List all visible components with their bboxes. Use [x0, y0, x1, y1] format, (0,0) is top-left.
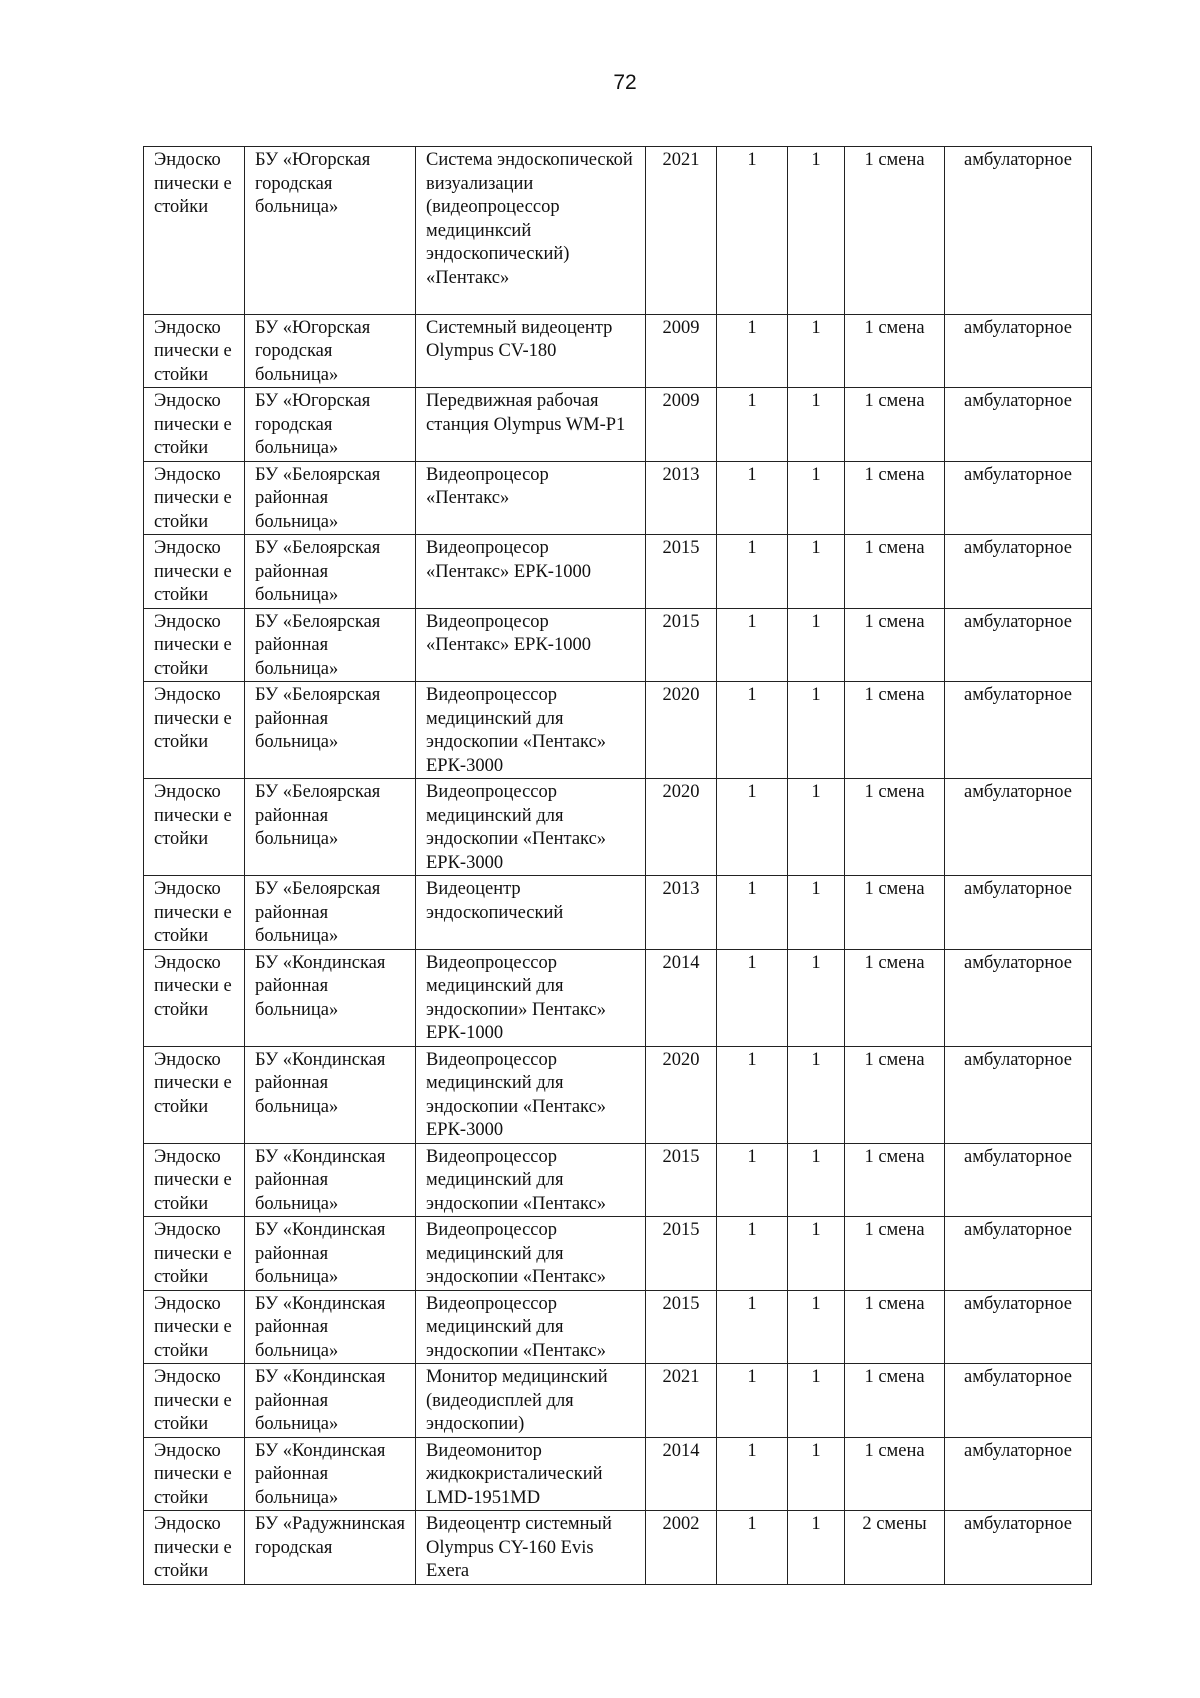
care-mode-cell [945, 461, 1092, 535]
care-mode-cell-text: амбулаторное [964, 685, 1072, 705]
quantity-in-use-cell-text: 1 [811, 1367, 821, 1387]
care-mode-cell [945, 1511, 1092, 1585]
table-row [144, 1511, 1092, 1585]
equipment-table-body [144, 147, 1092, 1585]
shifts-cell-text: 1 смена [864, 1146, 925, 1167]
quantity-cell-text: 1 [747, 1049, 757, 1070]
organization-cell [245, 147, 416, 315]
quantity-cell [717, 1290, 788, 1364]
device-name-cell [416, 949, 646, 1046]
year-cell [646, 608, 717, 682]
shifts-cell [845, 388, 945, 462]
shifts-cell [845, 876, 945, 950]
quantity-cell [717, 779, 788, 876]
organization-cell-text: БУ «Белоярская районная больница» [255, 782, 381, 849]
quantity-cell [717, 1364, 788, 1438]
device-name-cell-text: Видеопроцессор медицинский для эндоскопии «Пентакс» [426, 1146, 607, 1214]
shifts-cell [845, 1217, 945, 1291]
quantity-in-use-cell-text: 1 [811, 1049, 821, 1070]
quantity-in-use-cell [788, 1046, 845, 1143]
equipment-type-cell [144, 388, 245, 462]
care-mode-cell-text: амбулаторное [964, 391, 1072, 411]
organization-cell [245, 1290, 416, 1364]
quantity-in-use-cell-text: 1 [811, 464, 821, 485]
quantity-cell [717, 1217, 788, 1291]
device-name-cell [416, 1364, 646, 1438]
organization-cell [245, 779, 416, 876]
organization-cell-text: БУ «Кондинская районная больница» [255, 952, 386, 1020]
quantity-in-use-cell [788, 876, 845, 950]
year-cell-text: 2020 [662, 685, 700, 705]
year-cell-text: 2021 [662, 1367, 700, 1387]
shifts-cell [845, 1437, 945, 1511]
care-mode-cell-text: амбулаторное [964, 1440, 1072, 1461]
quantity-cell [717, 949, 788, 1046]
organization-cell-text: БУ «Югорская городская больница» [255, 150, 371, 217]
organization-cell [245, 1046, 416, 1143]
shifts-cell-text: 1 смена [864, 782, 925, 802]
care-mode-cell-text: амбулаторное [964, 611, 1072, 632]
equipment-type-cell [144, 1511, 245, 1585]
organization-cell-text: БУ «Радужнинская городская [255, 1514, 405, 1558]
quantity-in-use-cell [788, 1511, 845, 1585]
organization-cell [245, 1511, 416, 1585]
year-cell [646, 1217, 717, 1291]
quantity-cell [717, 314, 788, 388]
quantity-cell-text: 1 [747, 464, 757, 485]
quantity-in-use-cell-text: 1 [811, 1514, 821, 1534]
page-number: 72 [613, 71, 637, 94]
quantity-in-use-cell-text: 1 [811, 1293, 821, 1314]
quantity-in-use-cell-text: 1 [811, 1220, 821, 1240]
device-name-cell-text: Видеопроцессор медицинский для эндоскопии «Пентакс» ЕРК-3000 [426, 1049, 607, 1140]
equipment-type-cell-text: Эндоско пически е стойки [154, 317, 232, 385]
organization-cell-text: БУ «Кондинская районная больница» [255, 1293, 386, 1361]
quantity-in-use-cell-text: 1 [811, 1440, 821, 1461]
table-row [144, 949, 1092, 1046]
quantity-in-use-cell-text: 1 [811, 1146, 821, 1167]
shifts-cell-text: 1 смена [864, 1049, 925, 1070]
organization-cell [245, 1143, 416, 1217]
device-name-cell [416, 1046, 646, 1143]
equipment-type-cell [144, 1046, 245, 1143]
quantity-cell-text: 1 [747, 538, 757, 558]
organization-cell [245, 876, 416, 950]
quantity-in-use-cell-text: 1 [811, 317, 821, 338]
device-name-cell-text: Видеопроцессор медицинский для эндоскопии» Пентакс» ЕРК-1000 [426, 952, 607, 1043]
care-mode-cell [945, 388, 1092, 462]
year-cell [646, 949, 717, 1046]
quantity-in-use-cell [788, 779, 845, 876]
table-row [144, 682, 1092, 779]
table-row [144, 388, 1092, 462]
quantity-cell [717, 876, 788, 950]
device-name-cell-text: Видеопроцессор медицинский для эндоскопии «Пентакс» ЕРК-3000 [426, 685, 607, 776]
quantity-in-use-cell [788, 682, 845, 779]
equipment-type-cell [144, 147, 245, 315]
quantity-cell-text: 1 [747, 317, 757, 338]
device-name-cell [416, 535, 646, 609]
care-mode-cell [945, 1046, 1092, 1143]
shifts-cell-text: 2 смены [862, 1514, 927, 1534]
shifts-cell [845, 779, 945, 876]
quantity-in-use-cell-text: 1 [811, 391, 821, 411]
organization-cell-text: БУ «Белоярская районная больница» [255, 685, 381, 752]
quantity-in-use-cell [788, 314, 845, 388]
shifts-cell [845, 1290, 945, 1364]
device-name-cell [416, 608, 646, 682]
shifts-cell-text: 1 смена [864, 1367, 925, 1387]
equipment-type-cell [144, 1437, 245, 1511]
quantity-in-use-cell [788, 147, 845, 315]
organization-cell [245, 388, 416, 462]
year-cell [646, 1290, 717, 1364]
quantity-cell-text: 1 [747, 1367, 757, 1387]
device-name-cell [416, 682, 646, 779]
shifts-cell [845, 1046, 945, 1143]
equipment-type-cell-text: Эндоско пически е стойки [154, 150, 232, 217]
table-row [144, 1364, 1092, 1438]
device-name-cell [416, 461, 646, 535]
organization-cell-text: БУ «Югорская городская больница» [255, 391, 371, 458]
equipment-type-cell [144, 876, 245, 950]
device-name-cell-text: Видеопроцессор медицинский для эндоскопии «Пентакс» [426, 1220, 607, 1287]
year-cell [646, 1046, 717, 1143]
year-cell-text: 2002 [662, 1514, 700, 1534]
year-cell-text: 2020 [662, 782, 700, 802]
equipment-type-cell [144, 461, 245, 535]
equipment-type-cell-text: Эндоско пически е стойки [154, 464, 232, 532]
device-name-cell-text: Видеопроцесор «Пентакс» ЕРК-1000 [426, 538, 591, 582]
care-mode-cell [945, 1437, 1092, 1511]
shifts-cell-text: 1 смена [864, 317, 925, 338]
equipment-type-cell [144, 949, 245, 1046]
year-cell [646, 682, 717, 779]
equipment-type-cell-text: Эндоско пически е стойки [154, 1367, 232, 1434]
device-name-cell [416, 314, 646, 388]
care-mode-cell-text: амбулаторное [964, 952, 1072, 973]
organization-cell [245, 1364, 416, 1438]
equipment-type-cell-text: Эндоско пически е стойки [154, 952, 232, 1020]
year-cell-text: 2014 [662, 952, 700, 973]
shifts-cell [845, 682, 945, 779]
quantity-in-use-cell-text: 1 [811, 952, 821, 973]
device-name-cell-text: Передвижная рабочая станция Olympus WM-P1 [426, 391, 626, 435]
shifts-cell [845, 147, 945, 315]
quantity-in-use-cell [788, 608, 845, 682]
quantity-cell-text: 1 [747, 391, 757, 411]
table-row [144, 461, 1092, 535]
care-mode-cell [945, 314, 1092, 388]
organization-cell [245, 608, 416, 682]
quantity-cell [717, 1511, 788, 1585]
quantity-in-use-cell-text: 1 [811, 782, 821, 802]
care-mode-cell-text: амбулаторное [964, 1146, 1072, 1167]
quantity-cell [717, 388, 788, 462]
equipment-type-cell [144, 535, 245, 609]
year-cell-text: 2009 [662, 391, 700, 411]
organization-cell-text: БУ «Белоярская районная больница» [255, 879, 381, 946]
quantity-in-use-cell [788, 388, 845, 462]
care-mode-cell [945, 1143, 1092, 1217]
device-name-cell-text: Система эндоскопической визуализации (видеопроцессор медицинксий эндоскопический) «Пентакс» [426, 150, 633, 288]
shifts-cell [845, 608, 945, 682]
year-cell [646, 314, 717, 388]
year-cell [646, 1511, 717, 1585]
equipment-type-cell [144, 1217, 245, 1291]
device-name-cell [416, 779, 646, 876]
device-name-cell-text: Видеопроцессор медицинский для эндоскопии «Пентакс» [426, 1293, 607, 1361]
care-mode-cell [945, 779, 1092, 876]
year-cell-text: 2013 [662, 464, 700, 485]
device-name-cell [416, 1511, 646, 1585]
device-name-cell-text: Монитор медицинский (видеодисплей для эндоскопии) [426, 1367, 608, 1434]
organization-cell-text: БУ «Кондинская районная больница» [255, 1146, 386, 1214]
organization-cell-text: БУ «Кондинская районная больница» [255, 1220, 386, 1287]
year-cell [646, 461, 717, 535]
equipment-table [143, 146, 1092, 1585]
organization-cell [245, 314, 416, 388]
device-name-cell-text: Видеопроцесор «Пентакс» [426, 464, 549, 508]
quantity-cell-text: 1 [747, 879, 757, 899]
quantity-cell [717, 608, 788, 682]
shifts-cell [845, 1143, 945, 1217]
table-row [144, 314, 1092, 388]
quantity-in-use-cell-text: 1 [811, 611, 821, 632]
equipment-type-cell-text: Эндоско пически е стойки [154, 685, 232, 752]
device-name-cell [416, 147, 646, 315]
equipment-type-cell [144, 314, 245, 388]
year-cell [646, 1143, 717, 1217]
care-mode-cell [945, 682, 1092, 779]
equipment-type-cell-text: Эндоско пически е стойки [154, 1440, 232, 1508]
quantity-cell [717, 147, 788, 315]
care-mode-cell-text: амбулаторное [964, 1514, 1072, 1534]
table-row [144, 1046, 1092, 1143]
device-name-cell [416, 876, 646, 950]
shifts-cell [845, 461, 945, 535]
device-name-cell-text: Видеопроцессор медицинский для эндоскопии «Пентакс» ЕРК-3000 [426, 782, 607, 873]
shifts-cell-text: 1 смена [864, 1293, 925, 1314]
quantity-cell [717, 535, 788, 609]
year-cell [646, 779, 717, 876]
year-cell [646, 147, 717, 315]
organization-cell-text: БУ «Кондинская районная больница» [255, 1367, 386, 1434]
equipment-type-cell-text: Эндоско пически е стойки [154, 391, 232, 458]
equipment-type-cell-text: Эндоско пически е стойки [154, 1514, 232, 1581]
quantity-cell-text: 1 [747, 150, 757, 170]
care-mode-cell [945, 147, 1092, 315]
year-cell [646, 1437, 717, 1511]
device-name-cell [416, 1143, 646, 1217]
organization-cell-text: БУ «Кондинская районная больница» [255, 1440, 386, 1508]
quantity-cell-text: 1 [747, 611, 757, 632]
device-name-cell-text: Видеоцентр системный Olympus CY-160 Evis Exera [426, 1514, 612, 1581]
quantity-in-use-cell [788, 1217, 845, 1291]
equipment-type-cell [144, 779, 245, 876]
quantity-in-use-cell [788, 1290, 845, 1364]
organization-cell [245, 1437, 416, 1511]
organization-cell [245, 682, 416, 779]
device-name-cell [416, 388, 646, 462]
shifts-cell-text: 1 смена [864, 1440, 925, 1461]
year-cell-text: 2014 [662, 1440, 700, 1461]
table-row [144, 1217, 1092, 1291]
year-cell-text: 2021 [662, 150, 700, 170]
year-cell [646, 535, 717, 609]
equipment-type-cell-text: Эндоско пически е стойки [154, 538, 232, 605]
quantity-in-use-cell [788, 1364, 845, 1438]
table-row [144, 876, 1092, 950]
equipment-type-cell-text: Эндоско пически е стойки [154, 1293, 232, 1361]
shifts-cell [845, 1511, 945, 1585]
table-row [144, 779, 1092, 876]
quantity-cell-text: 1 [747, 1220, 757, 1240]
year-cell-text: 2015 [662, 611, 700, 632]
quantity-in-use-cell [788, 949, 845, 1046]
care-mode-cell-text: амбулаторное [964, 879, 1072, 899]
year-cell-text: 2015 [662, 1293, 700, 1314]
care-mode-cell [945, 949, 1092, 1046]
quantity-in-use-cell [788, 1143, 845, 1217]
equipment-type-cell [144, 682, 245, 779]
care-mode-cell-text: амбулаторное [964, 150, 1072, 170]
device-name-cell [416, 1290, 646, 1364]
quantity-in-use-cell [788, 1437, 845, 1511]
organization-cell-text: БУ «Белоярская районная больница» [255, 464, 381, 532]
care-mode-cell-text: амбулаторное [964, 464, 1072, 485]
year-cell [646, 388, 717, 462]
table-row [144, 1290, 1092, 1364]
year-cell-text: 2013 [662, 879, 700, 899]
care-mode-cell [945, 1364, 1092, 1438]
shifts-cell [845, 314, 945, 388]
organization-cell [245, 949, 416, 1046]
device-name-cell-text: Видеомонитор жидкокристалический LMD-1951MD [426, 1440, 603, 1508]
quantity-in-use-cell [788, 535, 845, 609]
organization-cell-text: БУ «Кондинская районная больница» [255, 1049, 386, 1117]
year-cell-text: 2020 [662, 1049, 700, 1070]
equipment-type-cell-text: Эндоско пически е стойки [154, 1049, 232, 1117]
quantity-in-use-cell [788, 461, 845, 535]
device-name-cell [416, 1437, 646, 1511]
quantity-cell [717, 461, 788, 535]
quantity-cell [717, 1437, 788, 1511]
year-cell-text: 2009 [662, 317, 700, 338]
table-row [144, 535, 1092, 609]
equipment-type-cell-text: Эндоско пически е стойки [154, 879, 232, 946]
quantity-cell [717, 1143, 788, 1217]
table-row [144, 608, 1092, 682]
shifts-cell-text: 1 смена [864, 611, 925, 632]
quantity-cell-text: 1 [747, 1146, 757, 1167]
care-mode-cell-text: амбулаторное [964, 1220, 1072, 1240]
quantity-in-use-cell-text: 1 [811, 538, 821, 558]
shifts-cell-text: 1 смена [864, 879, 925, 899]
quantity-cell [717, 1046, 788, 1143]
care-mode-cell-text: амбулаторное [964, 317, 1072, 338]
device-name-cell-text: Системный видеоцентр Olympus CV-180 [426, 317, 613, 361]
organization-cell [245, 461, 416, 535]
year-cell-text: 2015 [662, 1146, 700, 1167]
device-name-cell-text: Видеоцентр эндоскопический [426, 879, 564, 923]
shifts-cell-text: 1 смена [864, 685, 925, 705]
quantity-cell-text: 1 [747, 1440, 757, 1461]
care-mode-cell-text: амбулаторное [964, 1049, 1072, 1070]
care-mode-cell [945, 535, 1092, 609]
shifts-cell-text: 1 смена [864, 538, 925, 558]
care-mode-cell-text: амбулаторное [964, 782, 1072, 802]
care-mode-cell-text: амбулаторное [964, 1367, 1072, 1387]
organization-cell [245, 535, 416, 609]
organization-cell-text: БУ «Югорская городская больница» [255, 317, 371, 385]
organization-cell [245, 1217, 416, 1291]
equipment-type-cell [144, 1143, 245, 1217]
equipment-type-cell [144, 1364, 245, 1438]
quantity-in-use-cell-text: 1 [811, 685, 821, 705]
quantity-cell-text: 1 [747, 1514, 757, 1534]
device-name-cell-text: Видеопроцесор «Пентакс» ЕРК-1000 [426, 611, 591, 655]
year-cell-text: 2015 [662, 538, 700, 558]
quantity-in-use-cell-text: 1 [811, 879, 821, 899]
shifts-cell [845, 1364, 945, 1438]
device-name-cell [416, 1217, 646, 1291]
care-mode-cell [945, 876, 1092, 950]
equipment-type-cell-text: Эндоско пически е стойки [154, 1146, 232, 1214]
table-row [144, 1143, 1092, 1217]
quantity-cell-text: 1 [747, 952, 757, 973]
quantity-cell-text: 1 [747, 782, 757, 802]
year-cell-text: 2015 [662, 1220, 700, 1240]
year-cell [646, 1364, 717, 1438]
quantity-in-use-cell-text: 1 [811, 150, 821, 170]
equipment-type-cell [144, 1290, 245, 1364]
shifts-cell-text: 1 смена [864, 464, 925, 485]
equipment-type-cell [144, 608, 245, 682]
year-cell [646, 876, 717, 950]
care-mode-cell-text: амбулаторное [964, 1293, 1072, 1314]
organization-cell-text: БУ «Белоярская районная больница» [255, 538, 381, 605]
shifts-cell [845, 949, 945, 1046]
table-row [144, 147, 1092, 315]
shifts-cell-text: 1 смена [864, 1220, 925, 1240]
shifts-cell-text: 1 смена [864, 952, 925, 973]
organization-cell-text: БУ «Белоярская районная больница» [255, 611, 381, 679]
quantity-cell-text: 1 [747, 685, 757, 705]
care-mode-cell-text: амбулаторное [964, 538, 1072, 558]
equipment-type-cell-text: Эндоско пически е стойки [154, 1220, 232, 1287]
quantity-cell-text: 1 [747, 1293, 757, 1314]
table-row [144, 1437, 1092, 1511]
quantity-cell [717, 682, 788, 779]
care-mode-cell [945, 608, 1092, 682]
shifts-cell [845, 535, 945, 609]
care-mode-cell [945, 1217, 1092, 1291]
care-mode-cell [945, 1290, 1092, 1364]
shifts-cell-text: 1 смена [864, 391, 925, 411]
equipment-type-cell-text: Эндоско пически е стойки [154, 611, 232, 679]
shifts-cell-text: 1 смена [864, 150, 925, 170]
equipment-type-cell-text: Эндоско пически е стойки [154, 782, 232, 849]
